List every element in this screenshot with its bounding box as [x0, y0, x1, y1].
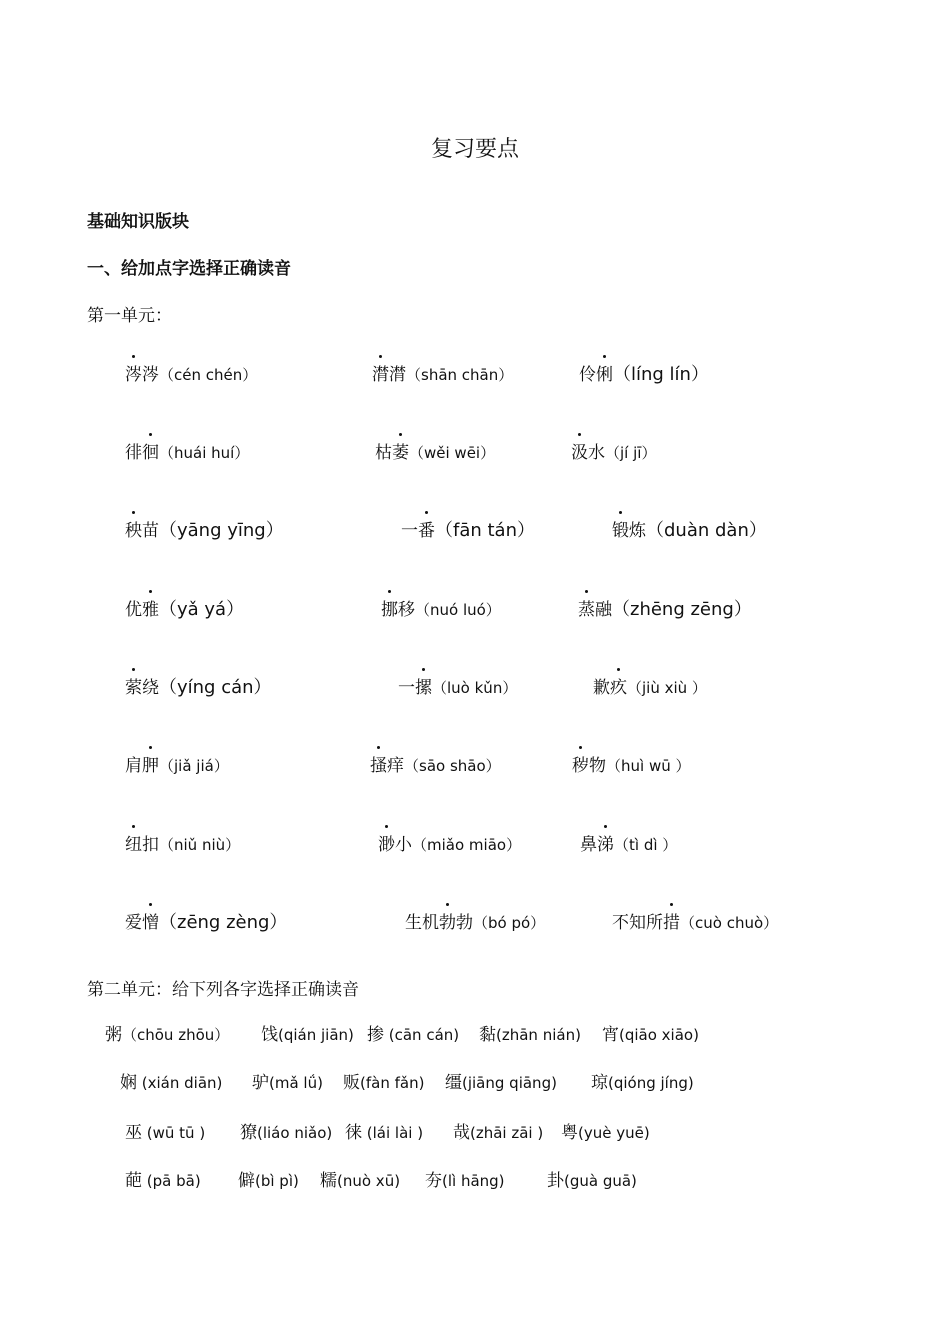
- page-title: 复习要点: [430, 137, 519, 162]
- char-item: 夯(lì hāng): [425, 1171, 505, 1191]
- dotted-char: 俐: [596, 360, 613, 385]
- dotted-char: 萦: [125, 673, 142, 698]
- word-item: 一摞（luò kǔn）: [398, 673, 517, 698]
- word-item: 枯萎（wěi wēi）: [375, 438, 495, 463]
- word-item: 秧苗（yāng yīng）: [125, 516, 284, 542]
- word-item: 生机勃勃（bó pó）: [405, 908, 545, 933]
- char-item: 僻(bì pì): [238, 1171, 299, 1191]
- dotted-char: 萎: [392, 438, 409, 463]
- word-item: 不知所措（cuò chuò）: [612, 908, 778, 933]
- char-item: 獠(liáo niǎo): [240, 1123, 333, 1143]
- char-item: 掺 (cān cán): [367, 1025, 460, 1045]
- unit2-label: 第二单元：给下列各字选择正确读音: [87, 980, 359, 1000]
- word-item: 锻炼（duàn dàn）: [612, 516, 767, 542]
- word-item: 鼻涕（tì dì ）: [580, 830, 677, 855]
- word-item: 一番（fān tán）: [401, 516, 535, 542]
- char-item: 葩 (pā bā): [125, 1171, 201, 1191]
- dotted-char: 番: [418, 516, 435, 541]
- dotted-char: 摞: [415, 673, 432, 698]
- word-item: 汲水（jí jī）: [571, 438, 656, 463]
- char-item: 贩(fàn fǎn): [343, 1073, 425, 1093]
- dotted-char: 秽: [572, 751, 589, 776]
- char-item: 缰(jiāng qiāng): [445, 1073, 557, 1093]
- char-item: 徕 (lái lài ): [345, 1123, 424, 1143]
- dotted-char: 徊: [142, 438, 159, 463]
- dotted-char: 潸: [372, 360, 389, 385]
- dotted-char: 蒸: [578, 595, 595, 620]
- unit1-label: 第一单元：: [87, 306, 172, 326]
- word-item: 渺小（miǎo miāo）: [378, 830, 521, 855]
- dotted-char: 渺: [378, 830, 395, 855]
- question-heading: 一、给加点字选择正确读音: [87, 259, 291, 279]
- word-item: 爱憎（zēng zèng）: [125, 908, 287, 934]
- word-item: 优雅（yǎ yá）: [125, 595, 244, 621]
- dotted-char: 憎: [142, 908, 159, 933]
- dotted-char: 胛: [142, 751, 159, 776]
- word-item: 挪移（nuó luó）: [381, 595, 501, 620]
- dotted-char: 涔: [125, 360, 142, 385]
- dotted-char: 锻: [612, 516, 629, 541]
- word-item: 蒸融（zhēng zēng）: [578, 595, 752, 621]
- char-item: 黏(zhān nián): [479, 1025, 581, 1045]
- char-item: 驴(mǎ lǘ): [252, 1073, 323, 1093]
- char-item: 糯(nuò xū): [320, 1171, 401, 1191]
- char-item: 粤(yuè yuē): [561, 1123, 650, 1143]
- word-item: 萦绕（yíng cán）: [125, 673, 272, 699]
- word-item: 伶俐（líng lín）: [579, 360, 709, 386]
- dotted-char: 秧: [125, 516, 142, 541]
- section-heading: 基础知识版块: [87, 212, 189, 232]
- word-item: 潸潸（shān chān）: [372, 360, 513, 385]
- dotted-char: 勃: [439, 908, 456, 933]
- dotted-char: 疚: [610, 673, 627, 698]
- dotted-char: 搔: [370, 751, 387, 776]
- dotted-char: 涕: [597, 830, 614, 855]
- word-item: 搔痒（sāo shāo）: [370, 751, 501, 776]
- char-item: 宵(qiāo xiāo): [602, 1025, 699, 1045]
- char-item: 琼(qióng jíng): [591, 1073, 694, 1093]
- char-item: 卦(guà guā): [547, 1171, 637, 1191]
- char-item: 粥（chōu zhōu）: [105, 1025, 230, 1045]
- dotted-char: 挪: [381, 595, 398, 620]
- char-item: 巫 (wū tū ): [125, 1123, 206, 1143]
- word-item: 肩胛（jiǎ jiá）: [125, 751, 229, 776]
- word-item: 徘徊（huái huí）: [125, 438, 249, 463]
- dotted-char: 措: [663, 908, 680, 933]
- char-item: 饯(qián jiān): [261, 1025, 354, 1045]
- word-item: 纽扣（niǔ niù）: [125, 830, 240, 855]
- word-item: 涔涔（cén chén）: [125, 360, 257, 385]
- char-item: 哉(zhāi zāi ): [453, 1123, 544, 1143]
- char-item: 娴 (xián diān): [120, 1073, 223, 1093]
- dotted-char: 汲: [571, 438, 588, 463]
- word-item: 秽物（huì wū ）: [572, 751, 691, 776]
- word-item: 歉疚（jiù xiù ）: [593, 673, 707, 698]
- dotted-char: 纽: [125, 830, 142, 855]
- dotted-char: 雅: [142, 595, 159, 620]
